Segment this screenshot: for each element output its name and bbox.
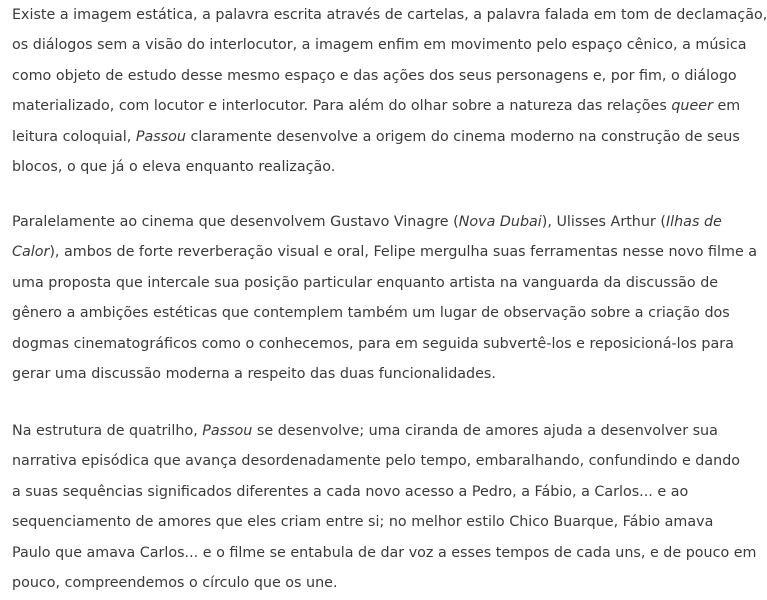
text-span: como objeto de estudo desse mesmo espaço e das ações dos seus personagens e, por fim, o diálogo (12, 67, 737, 84)
text-line (12, 507, 718, 537)
text-line (12, 446, 741, 476)
text-line (12, 30, 747, 60)
text-line (12, 568, 718, 598)
text-span: uma proposta que intercale sua posição particular enquanto artista na vanguarda da discussão de (12, 274, 719, 291)
text-span: blocos, o que já o eleva enquanto realização. (12, 158, 336, 175)
text-span: dogmas cinematográficos como o conhecemos, para em seguida subvertê-los e reposicioná-los para (12, 335, 734, 352)
text-line (12, 416, 718, 446)
text-span: gerar uma discussão moderna a respeito das duas funcionalidades. (12, 365, 496, 382)
text-span: narrativa episódica que avança desordenadamente pelo tempo, embaralhando, confundindo e dando (12, 453, 741, 470)
text-span: em (712, 98, 741, 115)
text-span: os diálogos sem a visão do interlocutor, a imagem enfim em movimento pelo espaço cênico, a música (12, 37, 747, 54)
italic-title: queer (671, 98, 713, 115)
italic-title: Passou (135, 128, 186, 145)
text-span: a suas sequências significados diferentes a cada novo acesso a Pedro, a Fábio, a Carlos... e ao (12, 483, 689, 500)
text-line (12, 237, 758, 267)
text-span: Paulo que amava Carlos... e o filme se entabula de dar voz a esses tempos de cada uns, e de pouco em (12, 544, 757, 561)
paragraph-1 (12, 0, 767, 182)
text-line (12, 152, 718, 182)
text-line (12, 268, 718, 298)
text-line (12, 329, 734, 359)
text-span: Existe a imagem estática, a palavra escrita através de cartelas, a palavra falada em tom de declamação, (12, 7, 767, 23)
text-span: pouco, compreendemos o círculo que os une. (12, 574, 338, 591)
italic-title: Passou (202, 423, 253, 439)
text-span: Paralelamente ao cinema que desenvolvem Gustavo Vinagre ( (12, 214, 459, 230)
text-line (12, 207, 722, 237)
text-span: ), Ulisses Arthur ( (541, 214, 666, 230)
paragraph-2 (12, 207, 758, 389)
text-span: gênero a ambições estéticas que contemplem também um lugar de observação sobre a criação dos (12, 305, 730, 322)
italic-title: Nova Dubai (458, 214, 542, 230)
text-line (12, 61, 737, 91)
text-span: ), ambos de forte reverberação visual e oral, Felipe mergulha suas ferramentas nesse novo filme a (49, 244, 758, 261)
italic-title: Ilhas de (665, 214, 722, 230)
text-line (12, 91, 741, 121)
text-line (12, 298, 730, 328)
text-line (12, 122, 740, 152)
text-span: materializado, com locutor e interlocutor. Para além do olhar sobre a natureza das relações (12, 98, 672, 115)
text-span: sequenciamento de amores que eles criam entre si; no melhor estilo Chico Buarque, Fábio amava (12, 514, 714, 531)
text-span: leitura coloquial, (12, 128, 136, 145)
text-span: se desenvolve; uma ciranda de amores ajuda a desenvolver sua (252, 423, 718, 439)
text-line (12, 359, 718, 389)
text-line (12, 0, 767, 30)
text-line (12, 477, 718, 507)
text-span: claramente desenvolve a origem do cinema moderno na construção de seus (185, 128, 740, 145)
text-line (12, 538, 757, 568)
italic-title: Calor (12, 244, 50, 261)
paragraph-3 (12, 416, 757, 598)
text-span: Na estrutura de quatrilho, (12, 423, 203, 439)
